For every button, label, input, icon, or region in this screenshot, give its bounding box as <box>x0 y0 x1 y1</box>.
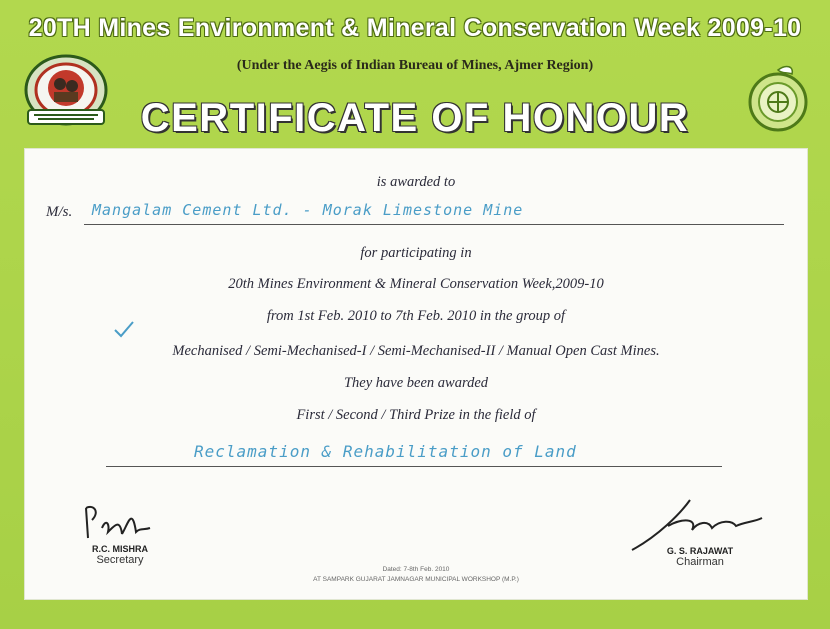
date-footnote: Dated: 7-8th Feb. 2010 <box>382 566 450 573</box>
chairman-block <box>648 546 752 568</box>
secretary-signature <box>80 498 160 544</box>
venue-footnote: AT SAMPARK GUJARAT JAMNAGAR MUNICIPAL WORKSHOP (M.P.) <box>313 576 519 583</box>
secretary-role: Secretary <box>96 554 144 566</box>
field-underline <box>106 466 722 467</box>
aegis-subtitle: (Under the Aegis of Indian Bureau of Mines, Ajmer Region) <box>236 58 594 73</box>
awarded-line: They have been awarded <box>343 375 489 391</box>
groups-line: Mechanised / Semi-Mechanised-I / Semi-Mechanised-II / Manual Open Cast Mines. <box>172 343 660 359</box>
event-line: 20th Mines Environment & Mineral Conservation Week,2009-10 <box>228 276 604 292</box>
recipient-underline <box>84 224 784 225</box>
participating-text: for participating in <box>360 245 472 261</box>
certificate-heading: CERTIFICATE OF HONOUR <box>140 96 690 140</box>
awarded-to-text: is awarded to <box>376 174 456 190</box>
tick-mark-icon <box>112 320 136 340</box>
recipient-name: Mangalam Cement Ltd. - Morak Limestone Mine <box>92 201 524 219</box>
secretary-name: R.C. MISHRA <box>92 544 148 554</box>
dates-line: from 1st Feb. 2010 to 7th Feb. 2010 in the group of <box>266 308 566 324</box>
secretary-block <box>72 544 168 566</box>
event-title: 20TH Mines Environment & Mineral Conservation Week 2009-10 <box>28 14 802 42</box>
ma-label: M/s. <box>46 204 73 220</box>
certificate-body <box>24 148 808 600</box>
prize-line: First / Second / Third Prize in the field of <box>296 407 536 423</box>
award-field: Reclamation & Rehabilitation of Land <box>194 442 577 461</box>
chairman-role: Chairman <box>676 556 724 568</box>
chairman-name: G. S. RAJAWAT <box>666 546 734 556</box>
